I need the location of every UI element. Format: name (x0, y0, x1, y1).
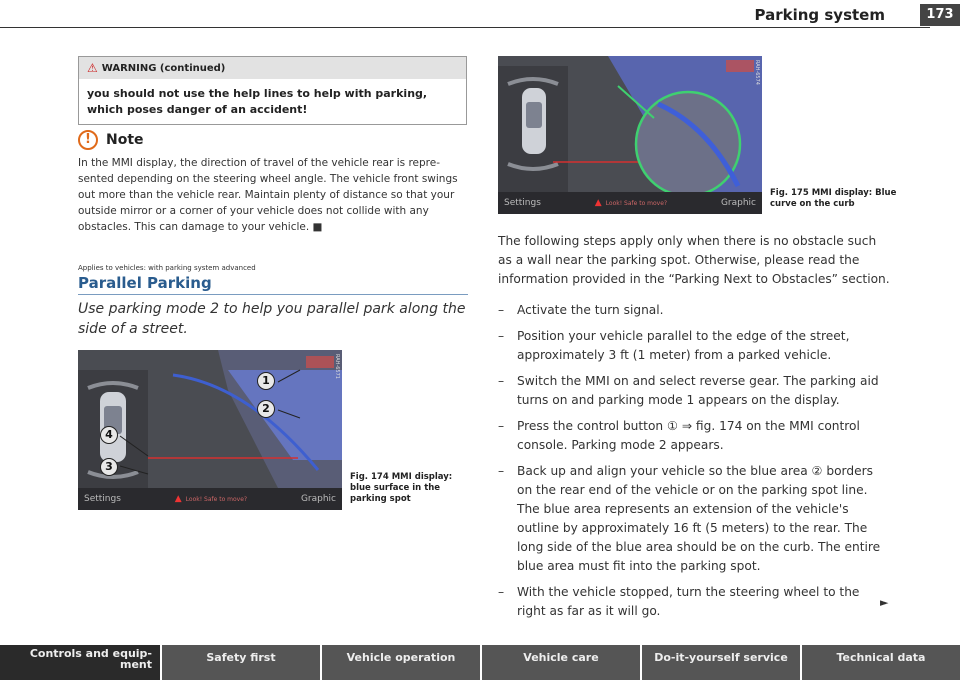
parking-camera-view-curb (498, 56, 762, 214)
menu-settings: Settings (504, 198, 541, 208)
page-number: 173 (920, 4, 960, 26)
figure-code: RAH-6574 (754, 60, 760, 85)
callout-2: 2 (257, 400, 275, 418)
nav-tab-safety[interactable]: Safety first (162, 645, 322, 680)
warning-box (78, 56, 467, 125)
nav-tab-technical[interactable]: Technical data (802, 645, 960, 680)
instructions (498, 232, 890, 628)
callout-1: 1 (257, 372, 275, 390)
nav-tab-controls[interactable]: Controls and equip-ment (0, 645, 162, 680)
figure-code: RAH-6571 (334, 354, 340, 379)
step-item: – Back up and align your vehicle so the blue area ② borders on the rear end of the vehicle or on the parking spot line. The blue area represents an extension of the vehicle's outline by approximately 16 ft (5 meters) to the rear. The long side of the blue area should be on the curb. The entire blue area must fit into the parking spot. (498, 462, 890, 576)
menu-settings: Settings (84, 494, 121, 504)
section-heading: Parallel Parking (78, 274, 468, 295)
note-heading (78, 130, 468, 150)
applies-to: Applies to vehicles: with parking system advanced (78, 264, 256, 272)
exclamation-circle-icon: ! (78, 130, 98, 150)
step-item: – With the vehicle stopped, turn the steering wheel to the right as far as it will go. (498, 583, 890, 621)
step-item: – Press the control button ① ⇒ fig. 174 on the MMI control console. Parking mode 2 appears. (498, 417, 890, 455)
instructions-intro: The following steps apply only when there is no obstacle such as a wall near the parking spot. Otherwise, please read the information provided in the “Parking Next to Obstacles” section. (498, 234, 890, 286)
note-text: In the MMI display, the direction of travel of the vehicle rear is repre-sented depending on the steering wheel angle. The vehicle front swings out more than the vehicle rear. Maintain plenty of distance so that your outside mirror or a corner of your vehicle does not collide with any obstacles. This can damage to your vehicle. ■ (78, 157, 458, 233)
step-item: – Activate the turn signal. (498, 301, 890, 320)
nav-tab-diy[interactable]: Do-it-yourself service (642, 645, 802, 680)
chapter-nav (0, 645, 960, 680)
continue-arrow-icon: ► (880, 596, 889, 609)
section-intro: Use parking mode 2 to help you parallel park along the side of a street. (78, 301, 466, 337)
note-heading-text: Note (106, 132, 144, 148)
mmi-menubar (78, 488, 342, 510)
warning-triangle-icon: ▲ (174, 494, 182, 504)
warning-text: you should not use the help lines to help with parking, which poses danger of an accident! (87, 87, 428, 116)
warning-heading (79, 57, 466, 79)
step-item: – Switch the MMI on and select reverse gear. The parking aid turns on and parking mode 1 appears on the display. (498, 372, 890, 410)
section-title: Parking system (754, 6, 885, 24)
warning-heading-text: WARNING (continued) (101, 62, 226, 74)
warning-icon: ⚠ (87, 61, 98, 75)
header-rule (0, 27, 930, 28)
figure-caption-174: Fig. 174 MMI display: blue surface in the parking spot (350, 472, 453, 504)
step-list (498, 301, 890, 621)
note-block (78, 130, 468, 235)
mmi-screen-fig175 (498, 56, 762, 214)
mmi-screen-fig174 (78, 350, 342, 510)
menu-warning: ▲ Look! Safe to move? (174, 494, 248, 504)
menu-warning: ▲ Look! Safe to move? (594, 198, 668, 208)
callout-4: 4 (100, 426, 118, 444)
parking-camera-view (78, 350, 342, 510)
menu-graphic: Graphic (720, 198, 756, 208)
menu-graphic: Graphic (300, 494, 336, 504)
nav-tab-care[interactable]: Vehicle care (482, 645, 642, 680)
warning-triangle-icon: ▲ (594, 198, 602, 208)
mmi-menubar (498, 192, 762, 214)
step-item: – Position your vehicle parallel to the edge of the street, approximately 3 ft (1 meter) from a parked vehicle. (498, 327, 890, 365)
callout-3: 3 (100, 458, 118, 476)
nav-tab-operation[interactable]: Vehicle operation (322, 645, 482, 680)
figure-caption-175: Fig. 175 MMI display: Blue curve on the curb (770, 188, 897, 209)
